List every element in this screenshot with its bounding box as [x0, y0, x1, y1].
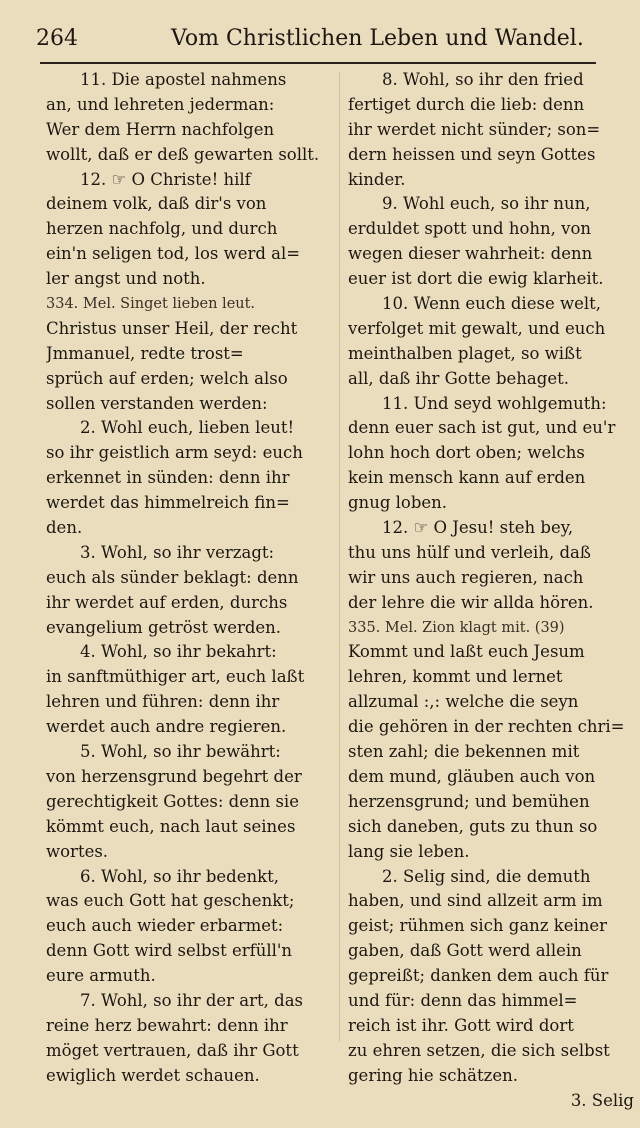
text-line: denn Gott wird selbst erfüll'n	[46, 941, 293, 961]
text-line: 2. Selig sind, die demuth	[382, 866, 591, 886]
text-line: die gehören in der rechten chri=	[348, 717, 625, 737]
text-line: 335. Mel. Zion klagt mit. (39)	[348, 619, 565, 636]
text-line: wir uns auch regieren, nach	[348, 567, 584, 587]
text-line: von herzensgrund begehrt der	[46, 766, 302, 786]
text-line: sich daneben, guts zu thun so	[348, 816, 598, 836]
text-line: lehren, kommt und lernet	[348, 667, 563, 687]
text-line: 7. Wohl, so ihr der art, das	[80, 990, 304, 1010]
text-line: 4. Wohl, so ihr bekahrt:	[80, 642, 277, 662]
text-line: lohn hoch dort oben; welchs	[348, 443, 585, 463]
text-line: 3. Wohl, so ihr verzagt:	[80, 542, 275, 562]
page-number: 264	[36, 26, 78, 51]
text-line: kömmt euch, nach laut seines	[46, 816, 296, 836]
text-line: geist; rühmen sich ganz keiner	[348, 916, 608, 936]
text-line: eure armuth.	[46, 966, 156, 986]
text-line: ler angst und noth.	[46, 269, 206, 289]
text-line: euer ist dort die ewig klarheit.	[348, 269, 604, 289]
text-line: sten zahl; die bekennen mit	[348, 742, 580, 762]
text-line: erduldet spott und hohn, von	[348, 219, 592, 239]
text-line: lehren und führen: denn ihr	[46, 692, 280, 712]
text-line: kein mensch kann auf erden	[348, 468, 586, 488]
text-line: ihr werdet nicht sünder; son=	[348, 119, 601, 139]
text-line: gering hie schätzen.	[348, 1065, 518, 1085]
text-line: zu ehren setzen, die sich selbst	[348, 1040, 610, 1060]
text-line: ewiglich werdet schauen.	[46, 1065, 260, 1085]
text-line: möget vertrauen, daß ihr Gott	[46, 1040, 299, 1060]
text-line: meinthalben plaget, so wißt	[348, 343, 582, 363]
text-line: der lehre die wir allda hören.	[348, 592, 594, 612]
text-line: ein'n seligen tod, los werd al=	[46, 244, 301, 264]
text-line: Christus unser Heil, der recht	[46, 318, 298, 338]
text-line: fertiget durch die lieb: denn	[348, 94, 585, 114]
text-line: an, und lehreten jederman:	[46, 94, 275, 114]
page-header	[36, 26, 596, 60]
text-line: dern heissen und seyn Gottes	[348, 144, 596, 164]
text-line: kinder.	[348, 169, 406, 189]
text-line: gaben, daß Gott werd allein	[348, 941, 582, 961]
text-line: denn euer sach ist gut, und eu'r	[348, 418, 616, 438]
header-rule	[40, 62, 596, 64]
text-line: 12. ☞ O Jesu! steh bey,	[382, 518, 574, 538]
text-line: so ihr geistlich arm seyd: euch	[46, 443, 303, 463]
text-line: lang sie leben.	[348, 841, 470, 861]
right-column	[348, 68, 638, 1128]
text-line: herzensgrund; und bemühen	[348, 791, 590, 811]
text-line: ihr werdet auf erden, durchs	[46, 592, 288, 612]
text-line: allzumal :,: welche die seyn	[348, 692, 579, 712]
text-line: Kommt und laßt euch Jesum	[348, 642, 585, 662]
text-line: 12. ☞ O Christe! hilf	[80, 169, 251, 189]
text-line: sprüch auf erden; welch also	[46, 368, 288, 388]
text-line: den.	[46, 518, 83, 538]
text-line: 6. Wohl, so ihr bedenkt,	[80, 866, 279, 886]
text-line: sollen verstanden werden:	[46, 393, 268, 413]
left-column	[46, 68, 334, 1128]
text-line: 334. Mel. Singet lieben leut.	[46, 296, 256, 313]
text-line: herzen nachfolg, und durch	[46, 219, 278, 239]
text-line: euch als sünder beklagt: denn	[46, 567, 299, 587]
text-line: gepreißt; danken dem auch für	[348, 966, 609, 986]
text-line: wollt, daß er deß gewarten sollt.	[46, 144, 320, 164]
text-line: 9. Wohl euch, so ihr nun,	[382, 194, 591, 214]
text-line: 8. Wohl, so ihr den fried	[382, 70, 584, 89]
text-line: deinem volk, daß dir's von	[46, 194, 267, 214]
text-line: wortes.	[46, 841, 109, 861]
text-line: werdet das himmelreich fin=	[46, 493, 290, 513]
column-gutter	[339, 72, 340, 1042]
text-line: all, daß ihr Gotte behaget.	[348, 368, 569, 388]
text-line: in sanftmüthiger art, euch laßt	[46, 667, 305, 687]
text-line: thu uns hülf und verleih, daß	[348, 542, 591, 562]
text-line: evangelium getröst werden.	[46, 617, 282, 637]
text-line: gnug loben.	[348, 493, 448, 513]
text-line: und für: denn das himmel=	[348, 990, 578, 1010]
running-title: Vom Christlichen Leben und Wandel.	[171, 26, 584, 51]
text-line: wegen dieser wahrheit: denn	[348, 244, 593, 264]
text-line: was euch Gott hat geschenkt;	[46, 891, 295, 911]
text-line: 5. Wohl, so ihr bewährt:	[80, 742, 281, 762]
text-line: euch auch wieder erbarmet:	[46, 916, 284, 936]
text-line: Wer dem Herrn nachfolgen	[46, 119, 275, 139]
text-line: gerechtigkeit Gottes: denn sie	[46, 791, 299, 811]
text-line: haben, und sind allzeit arm im	[348, 891, 603, 911]
text-line: 3. Selig	[570, 1090, 634, 1110]
text-line: erkennet in sünden: denn ihr	[46, 468, 290, 488]
text-line: 11. Und seyd wohlgemuth:	[382, 393, 607, 413]
text-line: werdet auch andre regieren.	[46, 717, 287, 737]
text-line: reich ist ihr. Gott wird dort	[348, 1015, 574, 1035]
text-line: reine herz bewahrt: denn ihr	[46, 1015, 288, 1035]
text-line: verfolget mit gewalt, und euch	[348, 318, 606, 338]
text-line: 11. Die apostel nahmens	[80, 70, 287, 89]
text-line: 2. Wohl euch, lieben leut!	[80, 418, 295, 438]
text-line: 10. Wenn euch diese welt,	[382, 294, 601, 314]
text-line: Jmmanuel, redte trost=	[46, 343, 244, 363]
text-line: dem mund, gläuben auch von	[348, 766, 596, 786]
